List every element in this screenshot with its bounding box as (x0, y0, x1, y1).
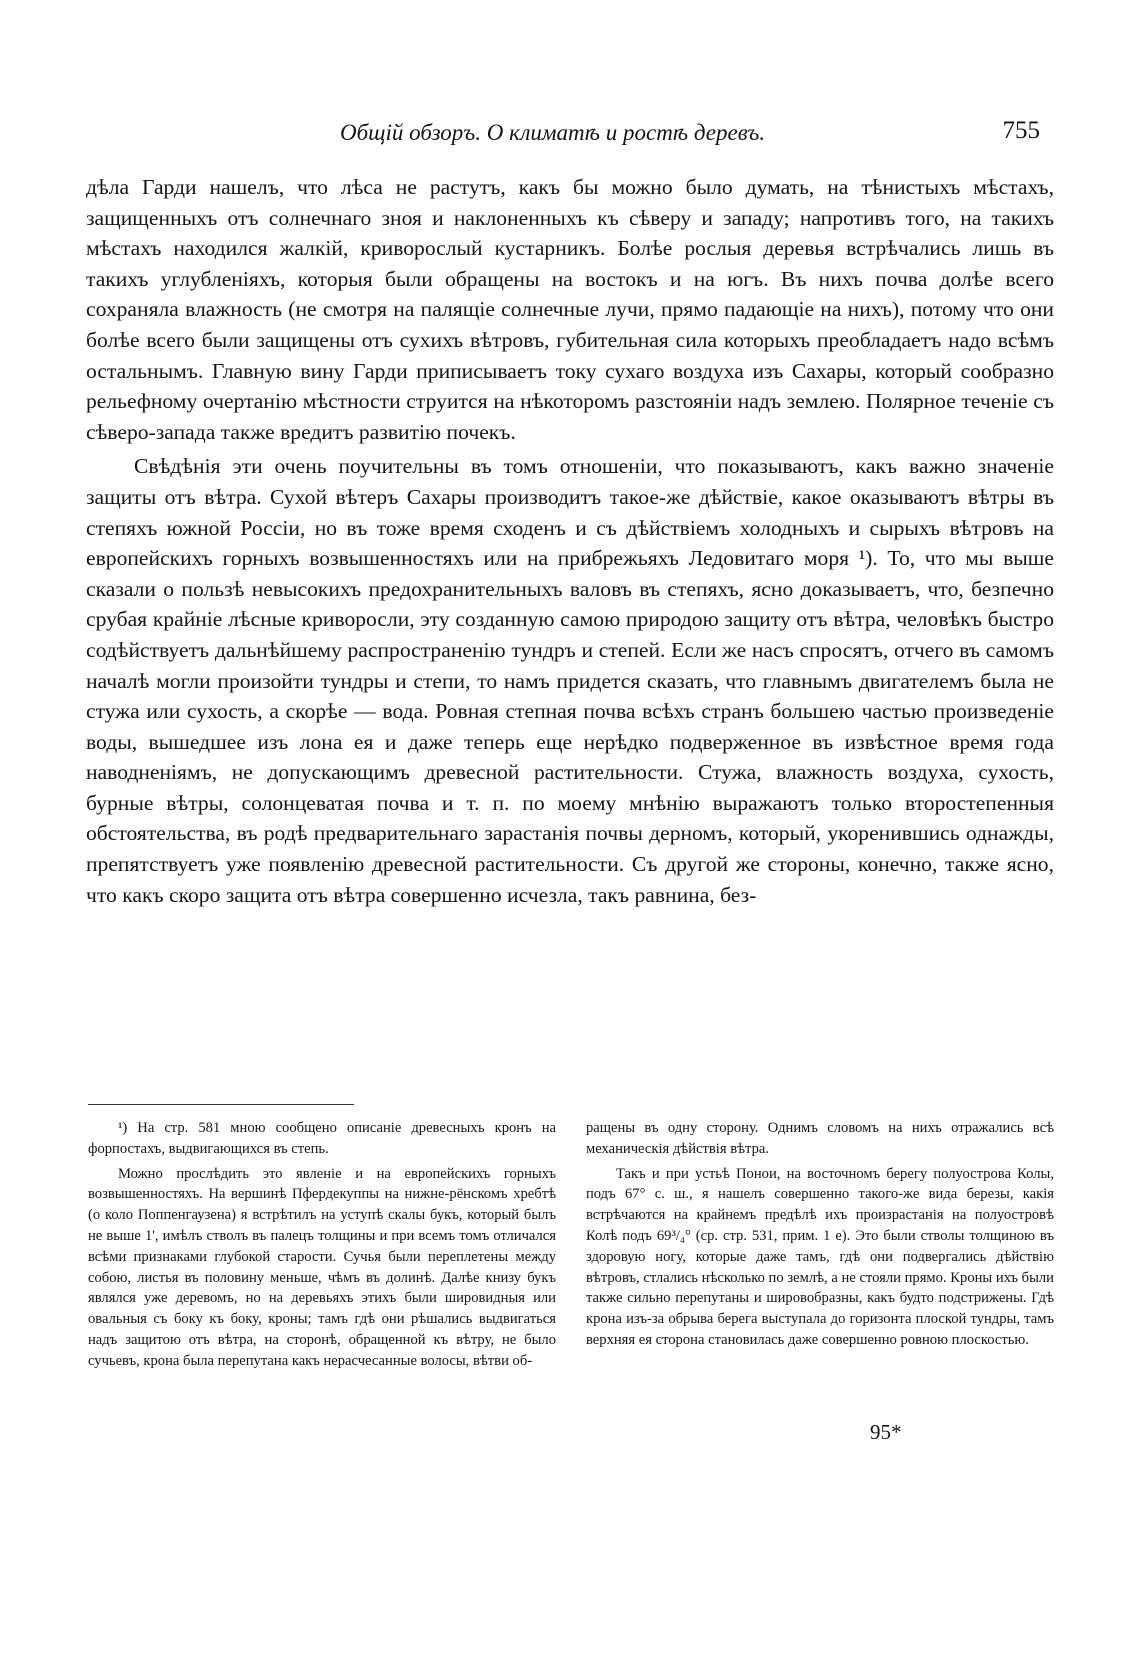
page-number: 755 (1002, 117, 1040, 144)
footnote-column-right (586, 1118, 1054, 1376)
paragraph-1: дѣла Гарди нашелъ, что лѣса не растутъ, какъ бы можно было думать, на тѣнистыхъ мѣстахъ, защищенныхъ отъ солнечнаго зноя и наклоненныхъ къ сѣверу и западу; напротивъ того, на такихъ мѣстахъ находился жалкій, криворослый кустарникъ. Болѣе рослыя деревья встрѣчались лишь въ такихъ углубленіяхъ, которыя были обращены на востокъ и на югъ. Въ нихъ почва долѣе всего сохраняла влажность (не смотря на палящіе солнечные лучи, прямо падающіе на нихъ), потому что они болѣе всего были защищены отъ сухихъ вѣтровъ, губительная сила которыхъ преобладаетъ надо всѣмъ остальнымъ. Главную вину Гарди приписываетъ току сухаго воздуха изъ Сахары, который сообразно рельефному очертанію мѣстности струится на нѣкоторомъ разстояніи надъ землею. Полярное теченіе съ сѣверо-запада также вредитъ развитію почекъ. (86, 175, 1054, 444)
footnote-column-left (88, 1118, 556, 1376)
footnote-rule (88, 1104, 354, 1105)
running-head: Общій обзоръ. О климатѣ и ростѣ деревъ. (340, 120, 766, 145)
paragraph-2: Свѣдѣнія эти очень поучительны въ томъ отношеніи, что показываютъ, какъ важно значеніе защиты отъ вѣтра. Сухой вѣтеръ Сахары производитъ такое-же дѣйствіе, какое оказываютъ вѣтры въ степяхъ южной Россіи, но въ тоже время сходенъ и съ дѣйствіемъ холодныхъ и сырыхъ вѣтровъ на европейскихъ горныхъ возвышенностяхъ или на прибрежьяхъ Ледовитаго моря ¹). То, что мы выше сказали о пользѣ невысокихъ предохранительныхъ валовъ въ степяхъ, ясно доказываетъ, что, безпечно срубая крайніе лѣсные криворосли, эту созданную самою природою защиту отъ вѣтра, человѣкъ быстро содѣйствуетъ дальнѣйшему распространенію тундръ и степей. Если же насъ спросятъ, отчего въ самомъ началѣ могли произойти тундры и степи, то намъ придется сказать, что главнымъ двигателемъ была не стужа или сухость, а скорѣе — вода. Ровная степная почва всѣхъ странъ большею частью произведеніе воды, вышедшее изъ лона ея и даже теперь еще нерѣдко подверженное въ извѣстное время года наводненіямъ, не допускающимъ древесной растительности. Стужа, влажность воздуха, сухость, бурные вѣтры, солонцеватая почва и т. п. по моему мнѣнію выражаютъ только второстепенныя обстоятельства, въ родѣ предварительнаго зарастанія почвы дерномъ, который, укоренившись однажды, препятствуетъ уже появленію древесной растительности. Съ другой же стороны, конечно, также ясно, что какъ скоро защита отъ вѣтра совершенно исчезла, такъ равнина, без- (86, 454, 1054, 907)
footnote-paragraph: Такъ и при устьѣ Понои, на восточномъ берегу полуострова Колы, подъ 67° с. ш., я нашелъ совершенно такого-же вида березы, какія встрѣчаются на крайнемъ предѣлѣ ихъ произрастанія на полуостровѣ Колѣ подъ 69³/₄° (ср. стр. 531, прим. 1 е). Это были стволы толщиною въ здоровую ногу, которые даже тамъ, гдѣ они подвергались дѣйствію вѣтровъ, стлались нѣсколько по землѣ, а не стояли прямо. Кроны ихъ были также сильно перепутаны и шировобразны, какъ будто подстрижены. Гдѣ крона изъ-за обрыва берега выступала до горизонта плоской тундры, тамъ верхняя ея сторона становилась даже совершенно ровною плоскостью. (586, 1165, 1054, 1348)
footnote-paragraph: Можно прослѣдить это явленіе и на европейскихъ горныхъ возвышенностяхъ. На вершинѣ Пфердекуппы на нижне-рёнскомъ хребтѣ (о коло Поппенгаузена) я встрѣтилъ на уступѣ скалы букъ, который былъ не выше 1', имѣлъ стволъ въ палецъ толщины и при всемъ томъ отличался всѣми признаками глубокой старости. Сучья были переплетены между собою, листья въ половину меньше, чѣмъ въ долинѣ. Далѣе книзу букъ являлся уже деревомъ, но на деревьяхъ этихъ были шировидныя или овальныя съ боку къ боку, кроны; тамъ гдѣ они рѣшались выдвигаться надъ защитою отъ вѣтра, на сторонѣ, обращенной къ вѣтру, не было сучьевъ, крона была перепутана какъ нерасчесанные волосы, вѣтви об- (88, 1165, 556, 1369)
footnote-1: ¹) На стр. 581 мною сообщено описаніе древесныхъ кронъ на форпостахъ, выдвигающихся въ степь. (88, 1120, 556, 1157)
footnote-paragraph: ращены въ одну сторону. Однимъ словомъ на нихъ отражались всѣ механическія дѣйствія вѣтра. (586, 1120, 1054, 1157)
signature-mark: 95* (870, 1420, 902, 1444)
page-header (340, 118, 1040, 158)
main-text (86, 172, 1054, 910)
footnotes (88, 1118, 1054, 1376)
